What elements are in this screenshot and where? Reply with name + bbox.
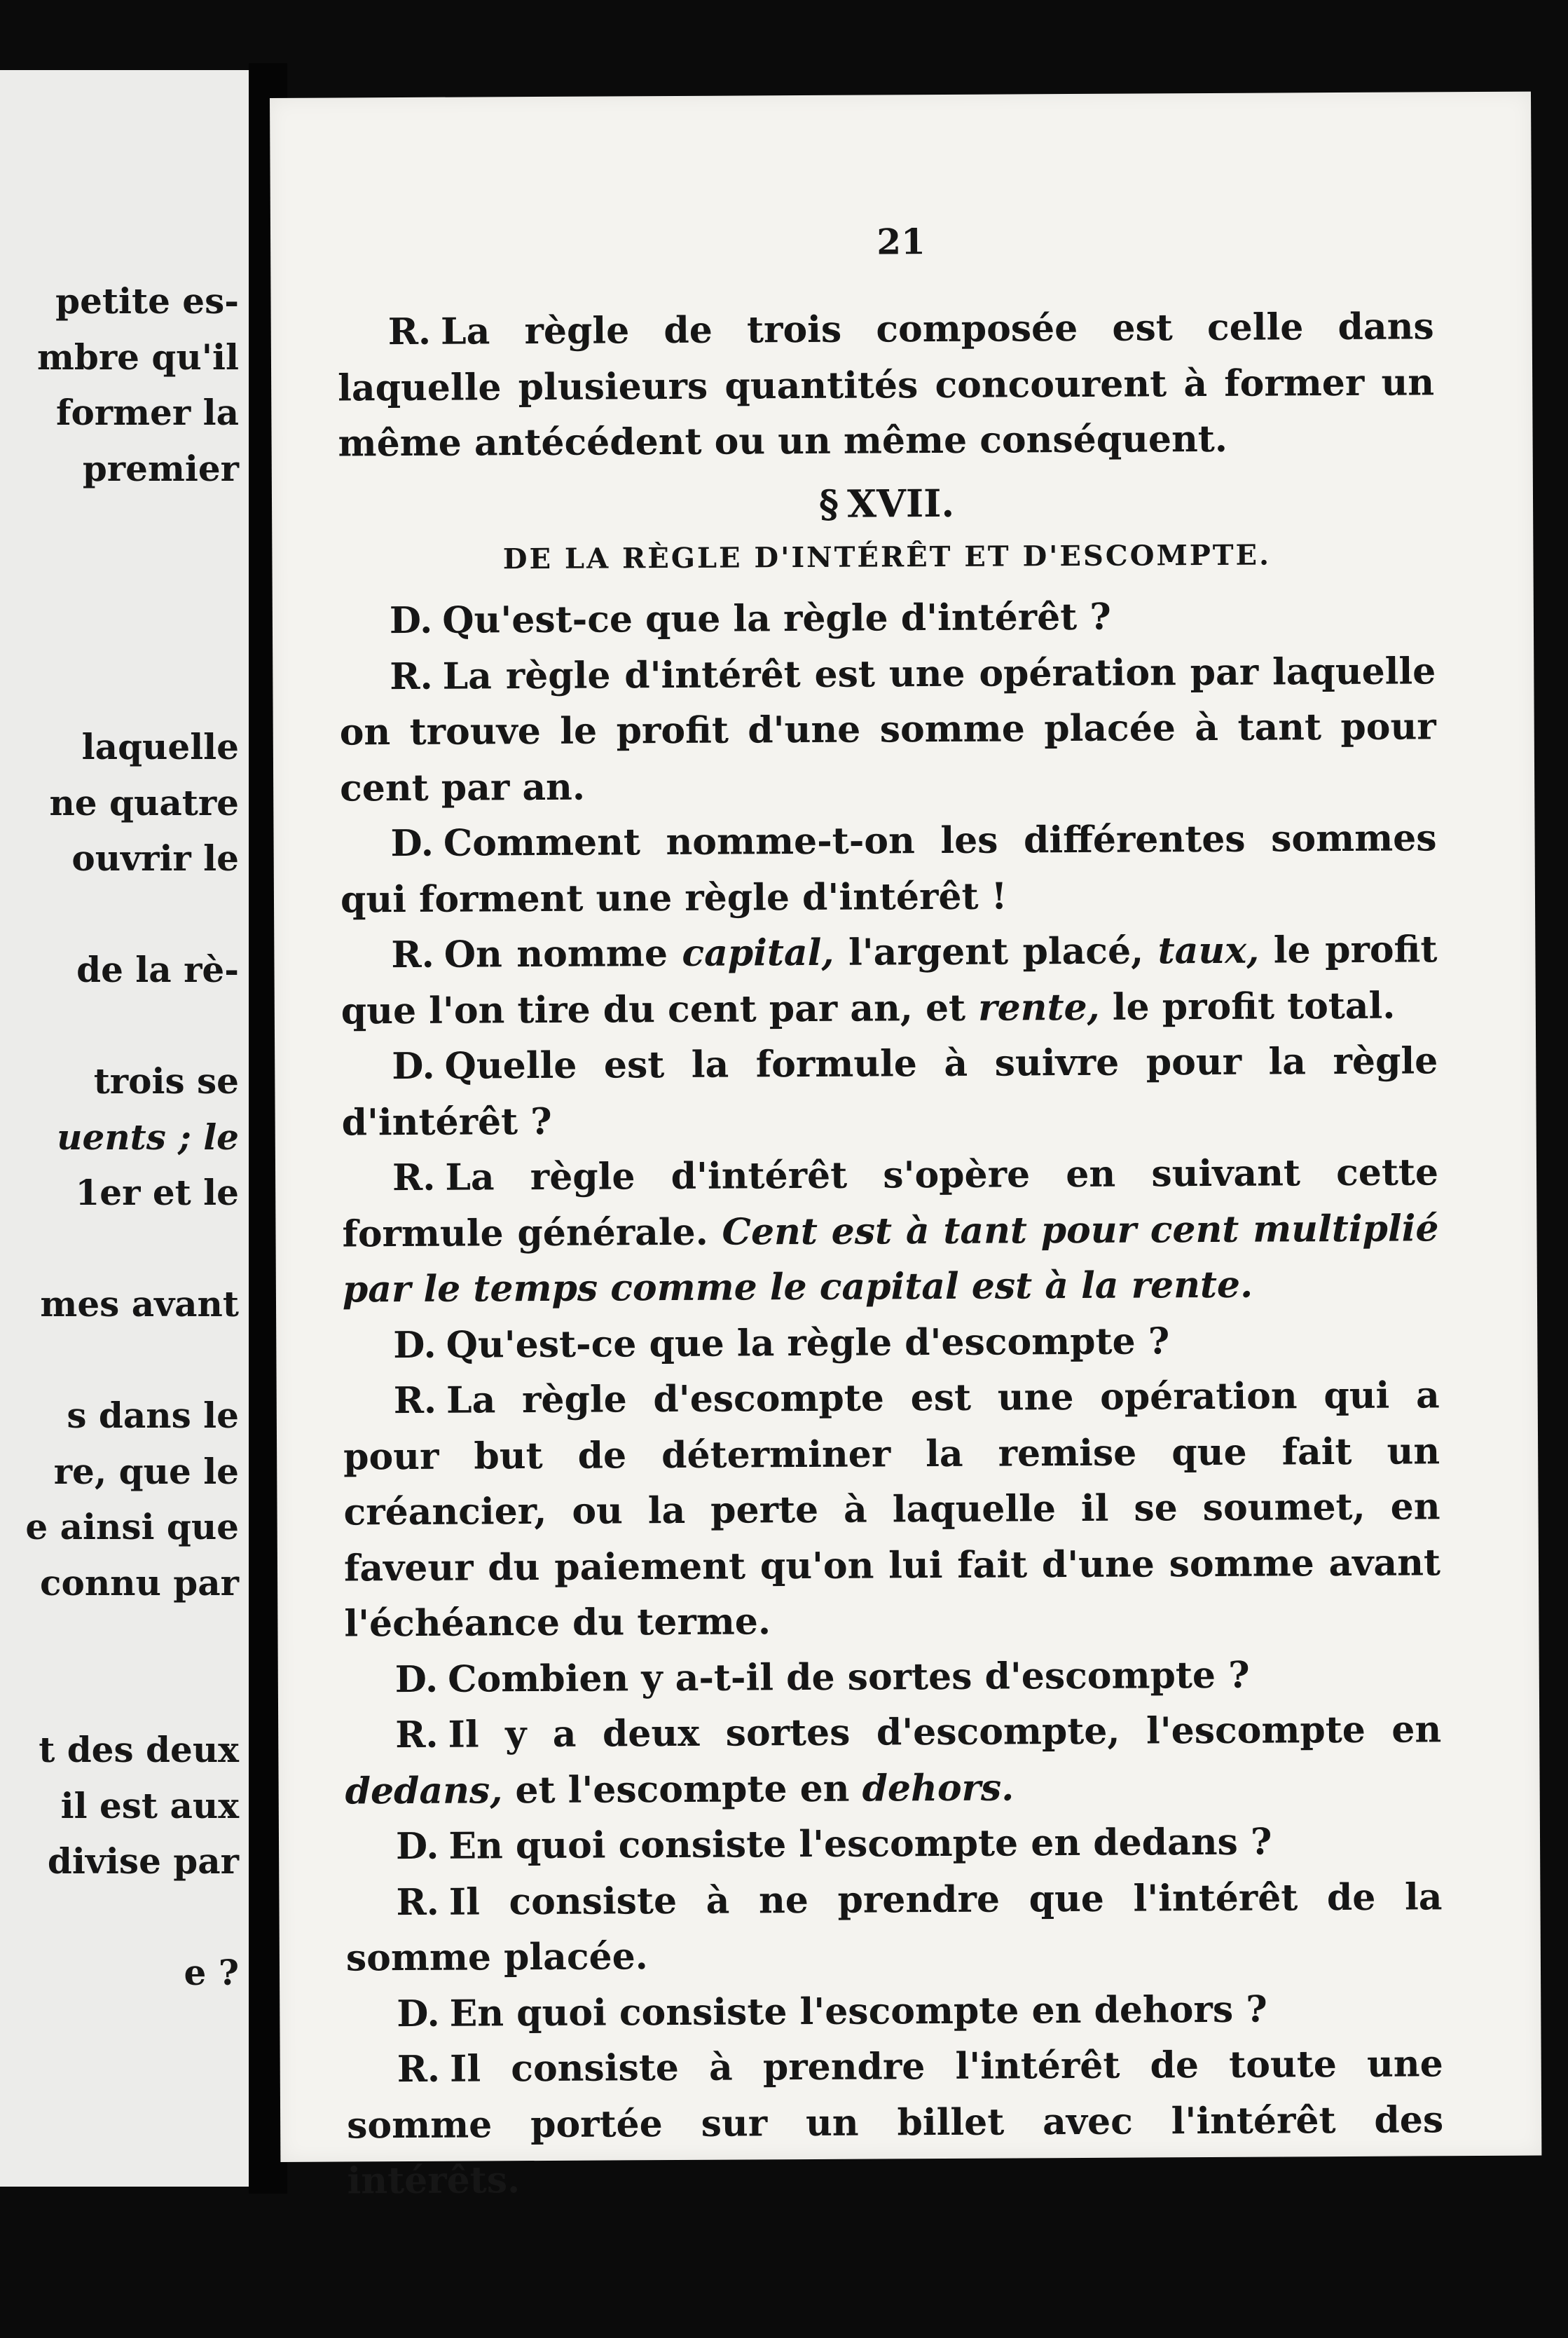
section-subtitle: DE LA RÈGLE D'INTÉRÊT ET D'ESCOMPTE.: [502, 538, 1272, 576]
italic-term: rente,: [978, 985, 1100, 1030]
left-page-line: mes avant: [40, 1283, 239, 1325]
question-paragraph: [345, 1646, 1441, 1708]
italic-term: capital,: [682, 931, 834, 975]
question-label: D.: [392, 1044, 435, 1088]
question-paragraph: [345, 1813, 1442, 1875]
paragraph-text: Il consiste à ne prendre que l'intérêt de la somme placée.: [345, 1875, 1443, 1980]
left-page-line: e ainsi que: [25, 1506, 239, 1547]
paragraph-text: l'argent placé,: [834, 929, 1158, 974]
answer-paragraph: [343, 1367, 1441, 1652]
paragraph-text: On nomme: [443, 931, 682, 976]
question-paragraph: [343, 1312, 1439, 1374]
paragraph-text: Qu'est-ce que la règle d'escompte ?: [446, 1319, 1170, 1367]
question-paragraph: [346, 1981, 1443, 2042]
paragraph-text: et l'escompte en: [502, 1767, 862, 1812]
left-page-line: re, que le: [53, 1450, 239, 1492]
italic-term: Cent est à tant pour cent multiplié par le temps comme le capital est à la rente.: [342, 1206, 1439, 1311]
italic-term: dedans,: [345, 1768, 503, 1812]
question-paragraph: [339, 587, 1436, 649]
answer-paragraph: [339, 643, 1436, 816]
left-page-line: ouvrir le: [71, 838, 239, 879]
question-label: D.: [389, 599, 433, 643]
left-page-line: e ?: [184, 1952, 239, 1993]
answer-paragraph: [345, 1702, 1442, 1819]
answer-label: R.: [387, 310, 432, 354]
answer-paragraph: [342, 1144, 1439, 1318]
paragraph-text: La règle d'intérêt est une opération par laquelle on trouve le profit d'une somme placée à tant pour cent par an.: [339, 649, 1436, 809]
answer-label: R.: [391, 933, 434, 977]
qa-list: [339, 587, 1444, 2209]
paragraph-text: Combien y a-t-il de sortes d'escompte ?: [447, 1653, 1250, 1701]
answer-label: R.: [392, 1156, 436, 1200]
question-label: D.: [393, 1323, 436, 1367]
paragraph-text: Quelle est la formule à suivre pour la règle d'intérêt ?: [341, 1039, 1438, 1144]
left-page-line: s dans le: [67, 1395, 239, 1436]
intro-paragraph: [338, 299, 1435, 472]
question-label: D.: [394, 1657, 439, 1701]
answer-label: R.: [397, 2047, 441, 2091]
left-page-line: uents ; le: [57, 1116, 239, 1158]
left-page-line: t des deux: [39, 1729, 239, 1770]
answer-paragraph: [341, 922, 1438, 1039]
answer-label: R.: [393, 1379, 437, 1423]
section-number: XVII.: [846, 480, 955, 526]
section-heading: [338, 473, 1435, 535]
paragraph-text: Qu'est-ce que la règle d'intérêt ?: [442, 595, 1111, 642]
question-paragraph: [341, 1033, 1438, 1150]
section-symbol: §: [818, 481, 839, 526]
question-label: D.: [390, 821, 434, 866]
left-page-line: former la: [55, 392, 239, 433]
answer-label: R.: [395, 1713, 439, 1757]
left-page-line: connu par: [40, 1561, 239, 1604]
paragraph-text: La règle d'escompte est une opération qui a pour but de déterminer la remise que fait un créancier, ou la perte à laquelle il se soumet, en faveur du paiement qu'on lui fait d'une somme avant l'échéance du terme.: [343, 1374, 1441, 1646]
paragraph-text: La règle d'intérêt s'opère en suivant cette formule générale.: [342, 1151, 1439, 1255]
question-label: D.: [397, 1992, 440, 2035]
paragraph-text: le profit total.: [1099, 984, 1396, 1029]
answer-label: R.: [390, 655, 433, 698]
left-page-line: ne quatre: [49, 781, 239, 823]
paragraph-text: En quoi consiste l'escompte en dedans ?: [448, 1820, 1272, 1868]
answer-paragraph: [347, 2036, 1444, 2209]
paragraph-text: Comment nomme-t-on les différentes sommes qui forment une règle d'intérêt !: [340, 816, 1437, 921]
italic-term: taux,: [1157, 929, 1260, 973]
main-page: [270, 92, 1541, 2203]
question-paragraph: [340, 810, 1437, 927]
paragraph-text: En quoi consiste l'escompte en dehors ?: [449, 1988, 1267, 2035]
left-page-line: laquelle: [81, 726, 239, 767]
left-page-line: petite es-: [55, 280, 239, 322]
answer-paragraph: [345, 1869, 1443, 1986]
left-page-line: divise par: [47, 1840, 239, 1882]
paragraph-text: Il consiste à prendre l'intérêt de toute une somme portée sur un billet avec l'intérêt des intérêts.: [346, 2042, 1444, 2203]
left-page-line: trois se: [93, 1060, 239, 1102]
paragraph-text: le profit que l'on tire du cent par an, et: [341, 928, 1438, 1032]
page-text: [338, 299, 1444, 2209]
left-page-line: mbre qu'il: [36, 336, 239, 378]
left-page-line: 1er et le: [75, 1172, 239, 1213]
page-number: 21: [876, 221, 926, 263]
question-label: D.: [395, 1824, 439, 1868]
intro-text: La règle de trois composée est celle dans laquelle plusieurs quantités concourent à former un même antécédent ou un même conséquent.: [338, 305, 1435, 465]
left-page-line: il est aux: [60, 1784, 239, 1826]
left-page-line: de la rè-: [76, 949, 239, 990]
left-page-fragment: [0, 70, 249, 2187]
paragraph-text: Il y a deux sortes d'escompte, l'escompte en: [448, 1708, 1442, 1756]
answer-label: R.: [396, 1880, 439, 1924]
left-page-line: premier: [82, 447, 239, 489]
italic-term: dehors.: [862, 1765, 1015, 1810]
